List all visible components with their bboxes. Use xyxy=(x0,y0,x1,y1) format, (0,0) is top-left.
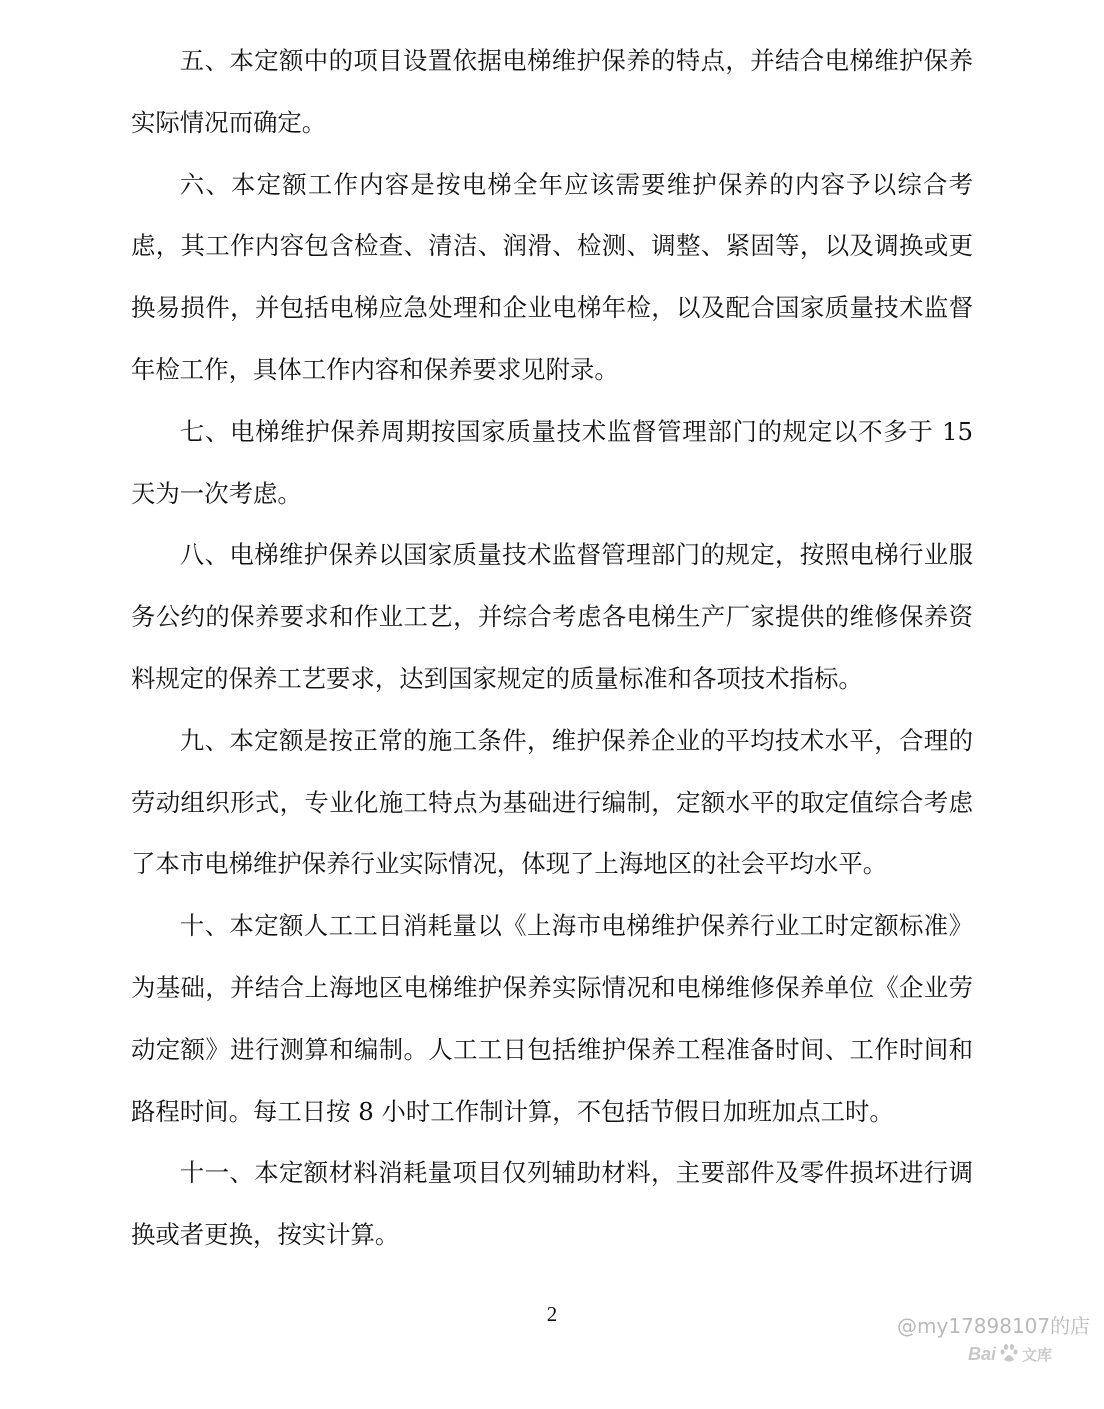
watermark-text: @my17898107的店 xyxy=(897,1314,1091,1338)
baidu-wenku-logo xyxy=(968,1341,1080,1365)
paragraph-5: 五、本定额中的项目设置依据电梯维护保养的特点，并结合电梯维护保养实际情况而确定。 xyxy=(131,46,973,137)
paragraph-9: 九、本定额是按正常的施工条件，维护保养企业的平均技术水平，合理的劳动组织形式，专业化施工特点为基础进行编制，定额水平的取定值综合考虑了本市电梯维护保养行业实际情况，体现了上海地区的社会平均水平。 xyxy=(131,725,973,879)
baidu-paw-icon xyxy=(1001,1344,1018,1362)
paragraph-10: 十、本定额人工工日消耗量以《上海市电梯维护保养行业工时定额标准》为基础，并结合上海地区电梯维护保养实际情况和电梯维修保养单位《企业劳动定额》进行测算和编制。人工工日包括维护保养工程准备时间、工作时间和路程时间。每工日按 8 小时工作制计算，不包括节假日加班加点工时。 xyxy=(131,911,973,1126)
paragraph-7: 七、电梯维护保养周期按国家质量技术监督管理部门的规定以不多于 15 天为一次考虑。 xyxy=(131,416,973,508)
paragraph-6: 六、本定额工作内容是按电梯全年应该需要维护保养的内容予以综合考虑，其工作内容包含检查、清洁、润滑、检测、调整、紧固等，以及调换或更换易损件，并包括电梯应急处理和企业电梯年检，以及配合国家质量技术监督年检工作，具体工作内容和保养要求见附录。 xyxy=(131,169,973,384)
paragraph-8: 八、电梯维护保养以国家质量技术监督管理部门的规定，按照电梯行业服务公约的保养要求和作业工艺，并综合考虑各电梯生产厂家提供的维修保养资料规定的保养工艺要求，达到国家规定的质量标准和各项技术指标。 xyxy=(131,540,973,693)
svg-text:Bai: Bai xyxy=(968,1344,997,1364)
svg-text:文库: 文库 xyxy=(1022,1346,1053,1364)
page-number: 2 xyxy=(546,1302,558,1326)
paragraph-11: 十一、本定额材料消耗量项目仅列辅助材料，主要部件及零件损坏进行调换或者更换，按实计算。 xyxy=(131,1158,973,1250)
document-body xyxy=(131,30,973,1266)
